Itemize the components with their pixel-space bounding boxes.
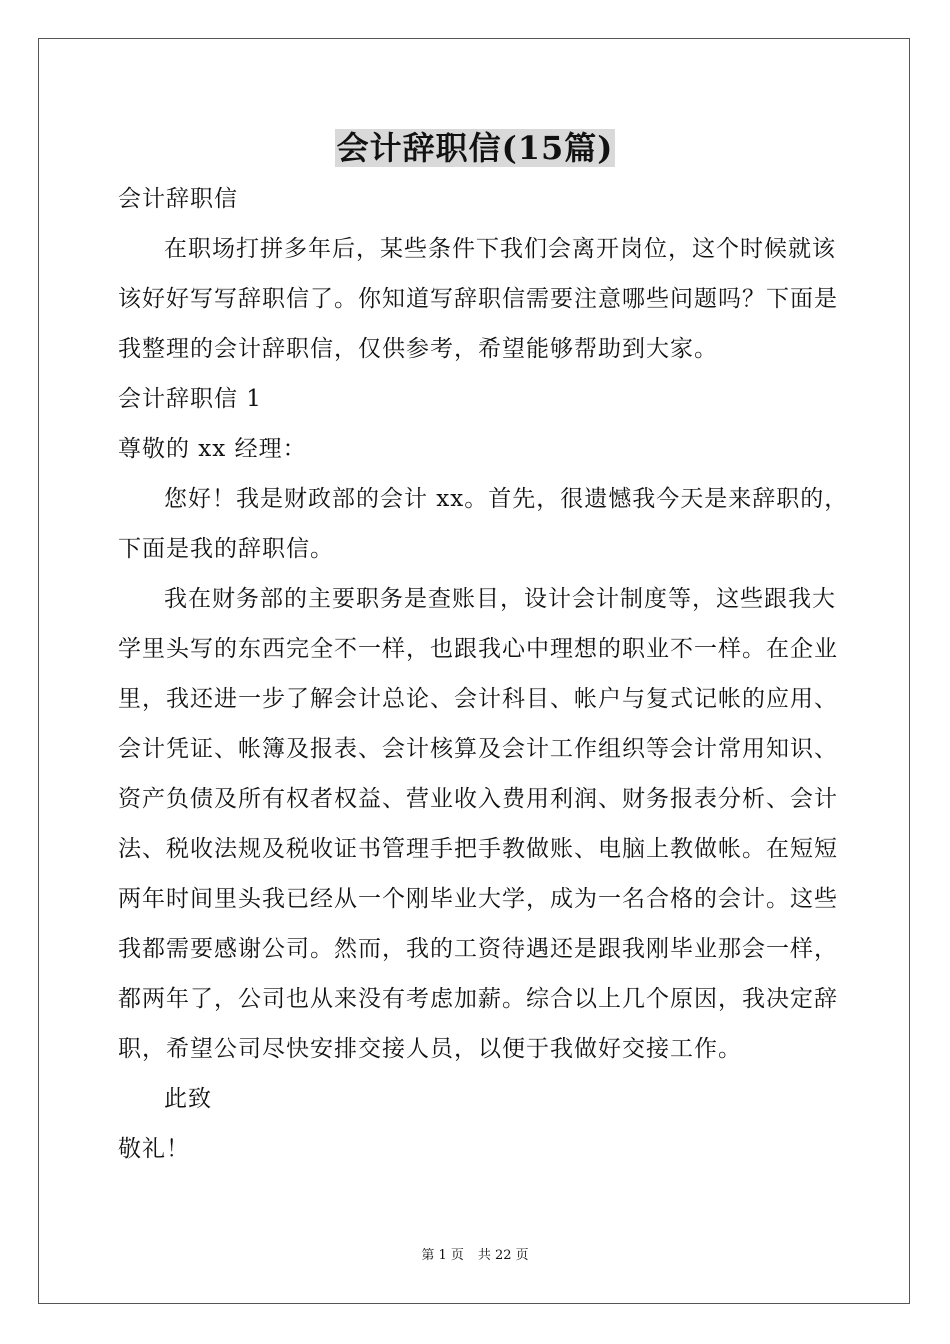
body-line: 两年时间里头我已经从一个刚毕业大学，成为一名合格的会计。这些 [118, 886, 838, 912]
document-title [0, 128, 950, 168]
document-body [118, 174, 849, 1174]
body-line: 在职场打拼多年后，某些条件下我们会离开岗位，这个时候就该 [164, 236, 836, 262]
body-line: 学里头写的东西完全不一样，也跟我心中理想的职业不一样。在企业 [118, 636, 838, 662]
body-line: 里，我还进一步了解会计总论、会计科目、帐户与复式记帐的应用、 [118, 686, 838, 712]
page-total: 共 22 页 [477, 1248, 529, 1263]
page-number: 第 1 页 [421, 1248, 464, 1263]
body-line: 此致 [164, 1086, 212, 1112]
body-line: 我在财务部的主要职务是查账目，设计会计制度等，这些跟我大 [164, 586, 836, 612]
body-line: 法、税收法规及税收证书管理手把手教做账、电脑上教做帐。在短短 [118, 836, 838, 862]
body-line: 我都需要感谢公司。然而，我的工资待遇还是跟我刚毕业那会一样， [118, 936, 838, 962]
body-line: 会计凭证、帐簿及报表、会计核算及会计工作组织等会计常用知识、 [118, 736, 838, 762]
body-line: 该好好写写辞职信了。你知道写辞职信需要注意哪些问题吗？下面是 [118, 286, 838, 312]
body-line: 资产负债及所有权者权益、营业收入费用利润、财务报表分析、会计 [118, 786, 838, 812]
body-line: 会计辞职信 1 [118, 386, 262, 412]
body-line: 职，希望公司尽快安排交接人员，以便于我做好交接工作。 [118, 1036, 742, 1062]
body-line: 会计辞职信 [118, 186, 238, 212]
body-line: 下面是我的辞职信。 [118, 536, 334, 562]
page-footer [0, 1247, 950, 1265]
body-line: 我整理的会计辞职信，仅供参考，希望能够帮助到大家。 [118, 336, 718, 362]
body-line: 都两年了，公司也从来没有考虑加薪。综合以上几个原因，我决定辞 [118, 986, 838, 1012]
body-line: 您好！我是财政部的会计 xx。首先，很遗憾我今天是来辞职的， [164, 486, 849, 512]
body-line: 尊敬的 xx 经理： [118, 436, 307, 462]
body-line: 敬礼！ [118, 1136, 190, 1162]
document-title-text: 会计辞职信(15篇) [336, 129, 614, 167]
